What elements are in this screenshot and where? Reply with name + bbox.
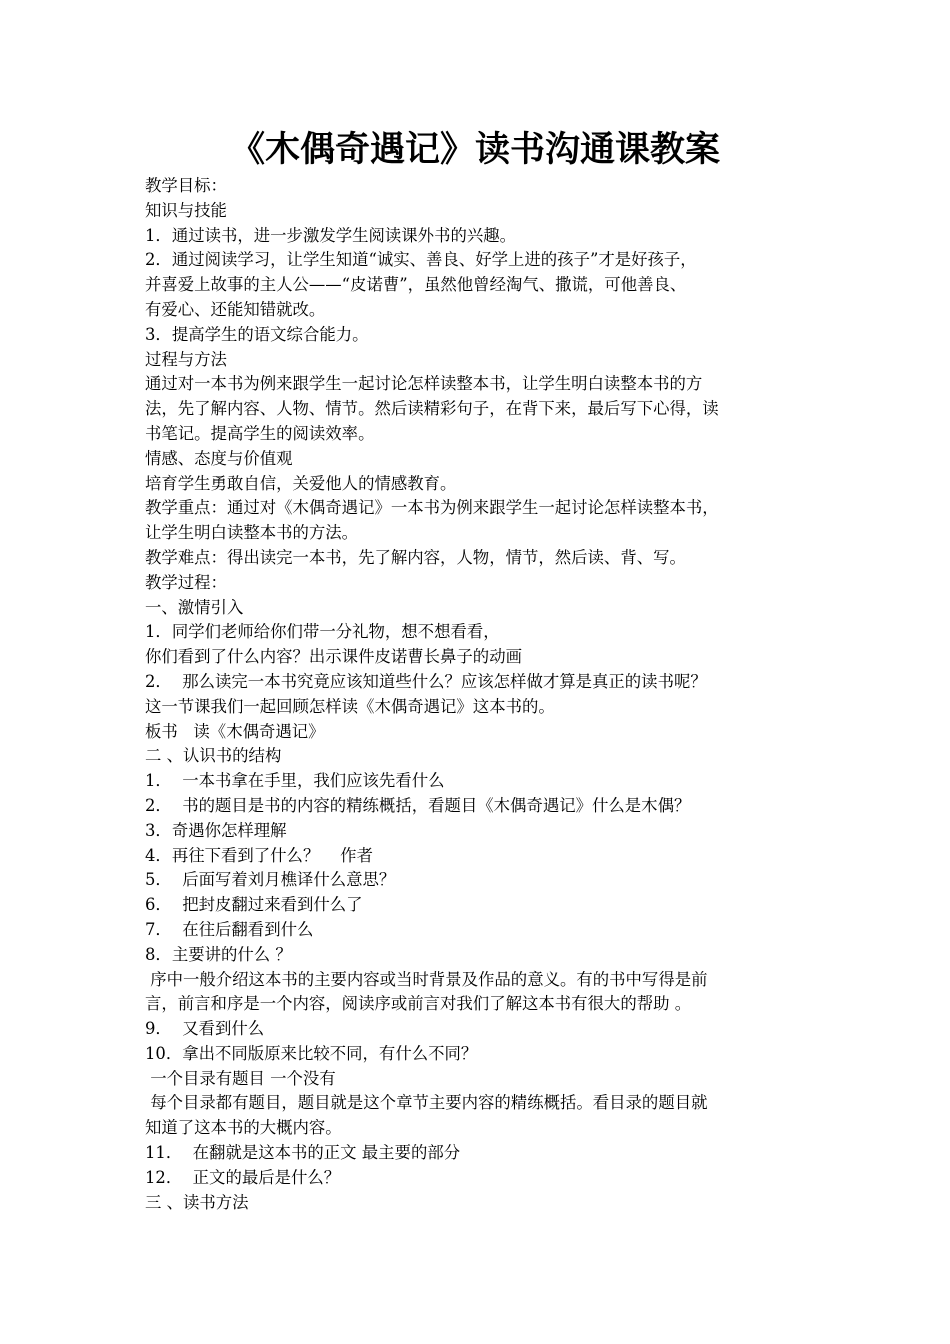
text-line: 有爱心、还能知错就改。: [145, 299, 326, 319]
text-line: 7． 在往后翻看到什么: [145, 919, 314, 939]
text-line: 序中一般介绍这本书的主要内容或当时背景及作品的意义。有的书中写得是前: [145, 969, 708, 989]
text-line: 每个目录都有题目，题目就是这个章节主要内容的精练概括。看目录的题目就: [145, 1093, 708, 1113]
text-line: 教学过程：: [145, 572, 227, 592]
text-line: 一个目录有题目 一个没有: [145, 1068, 336, 1088]
text-line: 知道了这本书的大概内容。: [145, 1118, 342, 1138]
text-line: 1．通过读书，进一步激发学生阅读课外书的兴趣。: [145, 225, 517, 245]
text-line: 4．再往下看到了什么？ 作者: [145, 845, 373, 865]
text-line: 教学目标：: [145, 176, 227, 195]
text-line: 一、激情引入: [145, 597, 244, 617]
text-line: 3．提高学生的语文综合能力。: [145, 324, 369, 344]
text-line: 三 、读书方法: [145, 1192, 249, 1212]
text-line: 培育学生勇敢自信，关爱他人的情感教育。: [145, 473, 457, 493]
text-line: 10．拿出不同版原来比较不同，有什么不同？: [145, 1043, 478, 1063]
text-line: 并喜爱上故事的主人公——“皮诺曹”，虽然他曾经淘气、撒谎，可他善良、: [145, 275, 687, 295]
text-line: 9． 又看到什么: [145, 1019, 265, 1039]
text-line: 情感、态度与价值观: [145, 448, 293, 468]
text-line: 言，前言和序是一个内容，阅读序或前言对我们了解这本书有很大的帮助 。: [145, 994, 692, 1014]
text-line: 让学生明白读整本书的方法。: [145, 523, 359, 543]
text-line: 1． 一本书拿在手里，我们应该先看什么: [145, 771, 445, 791]
text-line: 2． 那么读完一本书究竟应该知道些什么？应该怎样做才算是真正的读书呢？: [145, 671, 707, 691]
text-line: 二 、认识书的结构: [145, 746, 282, 766]
document-title: 《木偶奇遇记》读书沟通课教案: [229, 129, 720, 170]
text-line: 法，先了解内容、人物、情节。然后读精彩句子，在背下来，最后写下心得，读: [145, 399, 719, 419]
text-line: 1．同学们老师给你们带一分礼物，想不想看看，: [145, 622, 500, 642]
text-line: 2． 书的题目是书的内容的精练概括，看题目《木偶奇遇记》什么是木偶？: [145, 795, 691, 815]
text-line: 6． 把封皮翻过来看到什么了: [145, 895, 363, 915]
text-line: 通过对一本书为例来跟学生一起讨论怎样读整本书，让学生明白读整本书的方: [145, 374, 703, 394]
text-line: 12． 正文的最后是什么？: [145, 1167, 341, 1187]
text-line: 3．奇遇你怎样理解: [145, 820, 287, 840]
text-line: 2．通过阅读学习，让学生知道“诚实、善良、好学上进的孩子”才是好孩子，: [145, 250, 697, 270]
text-line: 教学重点：通过对《木偶奇遇记》一本书为例来跟学生一起讨论怎样读整本书，: [145, 498, 719, 518]
text-line: 你们看到了什么内容？出示课件皮诺曹长鼻子的动画: [145, 647, 522, 667]
text-line: 书笔记。提高学生的阅读效率。: [145, 423, 375, 443]
text-line: 11． 在翻就是这本书的正文 最主要的部分: [145, 1143, 461, 1163]
text-line: 8．主要讲的什么 ？: [145, 944, 292, 964]
text-line: 教学难点：得出读完一本书，先了解内容，人物，情节，然后读、背、写。: [145, 547, 686, 567]
text-line: 过程与方法: [145, 349, 227, 369]
text-line: 知识与技能: [145, 200, 227, 220]
document-body: [145, 174, 825, 1215]
text-line: 5． 后面写着刘月樵译什么意思？: [145, 870, 396, 890]
text-line: 板书 读《木偶奇遇记》: [145, 721, 325, 741]
text-line: 这一节课我们一起回顾怎样读《木偶奇遇记》这本书的。: [145, 696, 555, 716]
